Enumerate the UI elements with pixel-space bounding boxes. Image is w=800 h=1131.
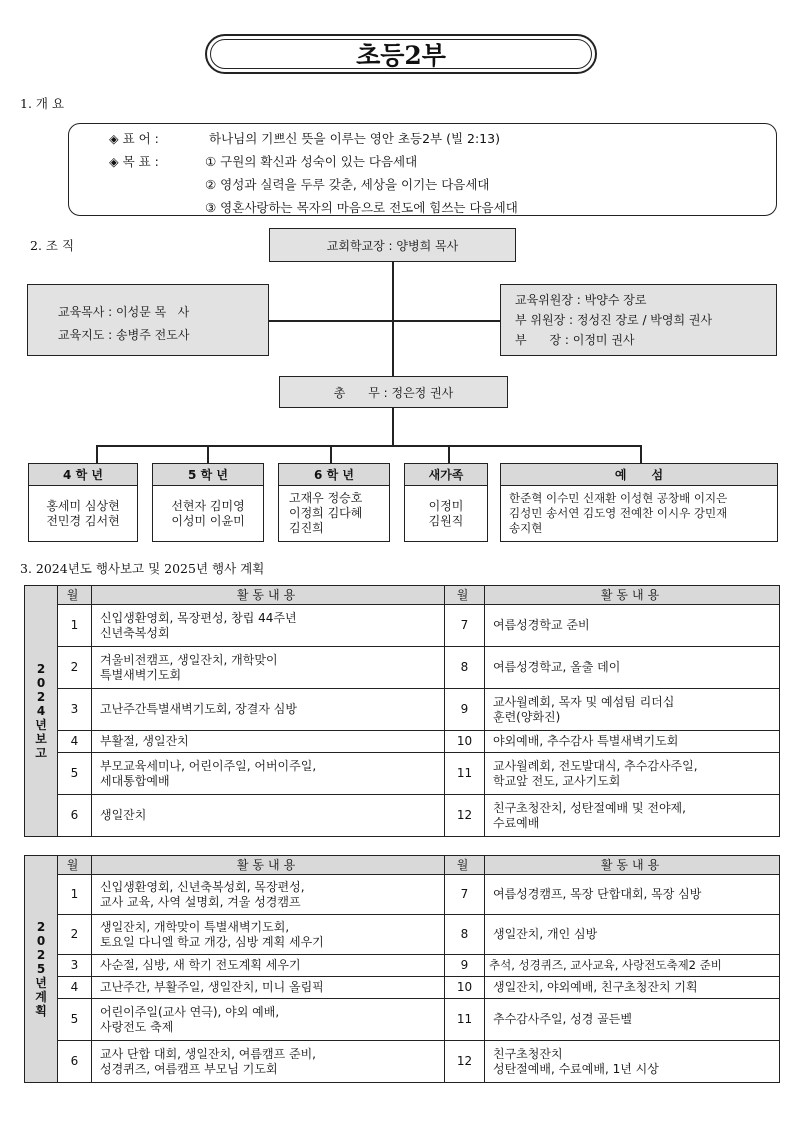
table-row bbox=[25, 605, 780, 647]
connector-line bbox=[268, 320, 500, 322]
report-2024-side-label: 2024년보고 bbox=[25, 586, 58, 837]
table-row bbox=[25, 795, 780, 837]
org-left-line: 교육지도 : 송병주 전도사 bbox=[58, 328, 190, 342]
activity-cell: 고난주간특별새벽기도회, 장결자 심방 bbox=[92, 689, 445, 731]
month-cell: 3 bbox=[58, 955, 92, 977]
overview-box bbox=[68, 123, 777, 216]
title-inner-border bbox=[210, 39, 592, 69]
goal-label: ◈ 목 표 : bbox=[109, 154, 159, 169]
activity-cell: 생일잔치, 개인 심방 bbox=[485, 915, 780, 955]
connector-line bbox=[207, 445, 209, 463]
team-box-yeseom bbox=[500, 463, 778, 542]
table-row bbox=[25, 999, 780, 1041]
team-members: 홍세미 심상현 전민경 김서현 bbox=[46, 498, 120, 528]
activity-cell: 신입생환영회, 목장편성, 창립 44주년 신년축복성회 bbox=[92, 605, 445, 647]
connector-line bbox=[330, 445, 332, 463]
activity-cell: 교사월례회, 목자 및 예섬팀 리더십 훈련(양화진) bbox=[485, 689, 780, 731]
org-right-line: 부 장 : 이정미 권사 bbox=[515, 333, 635, 347]
activity-header: 활동내용 bbox=[485, 856, 780, 875]
motto-label: ◈ 표 어 : bbox=[109, 131, 159, 146]
team-box-newfamily bbox=[404, 463, 488, 542]
month-header: 월 bbox=[58, 856, 92, 875]
month-cell: 4 bbox=[58, 977, 92, 999]
org-head: 교회학교장 : 양병희 목사 bbox=[326, 238, 459, 253]
activity-cell: 어린이주일(교사 연극), 야외 예배, 사랑전도 축제 bbox=[92, 999, 445, 1041]
activity-cell: 사순절, 심방, 새 학기 전도계획 세우기 bbox=[92, 955, 445, 977]
goal-item: ③ 영혼사랑하는 목자의 마음으로 전도에 힘쓰는 다음세대 bbox=[205, 200, 518, 215]
org-right-line: 부 위원장 : 정성진 장로 / 박영희 권사 bbox=[515, 313, 713, 327]
page-title: 초등2부 bbox=[356, 41, 446, 70]
activity-cell: 친구초청잔치, 성탄절예배 및 전야제, 수료예배 bbox=[485, 795, 780, 837]
report-2024-table bbox=[24, 585, 780, 837]
table-row bbox=[25, 1041, 780, 1083]
month-cell: 11 bbox=[445, 999, 485, 1041]
month-cell: 6 bbox=[58, 1041, 92, 1083]
month-cell: 9 bbox=[445, 689, 485, 731]
connector-line bbox=[448, 445, 450, 463]
activity-header: 활동내용 bbox=[92, 856, 445, 875]
month-cell: 3 bbox=[58, 689, 92, 731]
connector-line bbox=[96, 445, 640, 447]
month-cell: 5 bbox=[58, 753, 92, 795]
team-members: 한준혁 이수민 신재환 이성현 공창배 이지은 김성민 송서연 김도영 전예찬 이시우 강민재 송지현 bbox=[509, 491, 728, 535]
team-members: 이정미 김원직 bbox=[428, 498, 464, 528]
page-title-box bbox=[205, 34, 597, 74]
month-cell: 12 bbox=[445, 795, 485, 837]
table-row bbox=[25, 731, 780, 753]
activity-cell: 추수감사주일, 성경 골든벨 bbox=[485, 999, 780, 1041]
connector-line bbox=[640, 445, 642, 463]
activity-cell: 추석, 성경퀴즈, 교사교육, 사랑전도축제2 준비 bbox=[485, 955, 780, 977]
table-row bbox=[25, 647, 780, 689]
section-overview-heading: 1. 개 요 bbox=[20, 96, 65, 111]
team-name: 6 학 년 bbox=[279, 464, 389, 486]
secretary-box bbox=[279, 376, 508, 408]
activity-cell: 여름성경학교, 올출 데이 bbox=[485, 647, 780, 689]
month-cell: 1 bbox=[58, 605, 92, 647]
team-box-grade4 bbox=[28, 463, 138, 542]
table-row bbox=[25, 915, 780, 955]
motto-text: 하나님의 기쁘신 뜻을 이루는 영안 초등2부 (빌 2:13) bbox=[209, 131, 500, 146]
team-name: 예 섬 bbox=[501, 464, 777, 486]
activity-cell: 겨울비전캠프, 생일잔치, 개학맞이 특별새벽기도회 bbox=[92, 647, 445, 689]
team-box-grade5 bbox=[152, 463, 264, 542]
table-row bbox=[25, 955, 780, 977]
month-header: 월 bbox=[58, 586, 92, 605]
month-cell: 2 bbox=[58, 647, 92, 689]
activity-cell: 교사월례회, 전도발대식, 추수감사주일, 학교앞 전도, 교사기도회 bbox=[485, 753, 780, 795]
section-plan-heading: 3. 2024년도 행사보고 및 2025년 행사 계획 bbox=[20, 561, 265, 576]
month-header: 월 bbox=[445, 586, 485, 605]
org-left-box bbox=[27, 284, 269, 356]
month-cell: 8 bbox=[445, 915, 485, 955]
team-name: 5 학 년 bbox=[153, 464, 263, 486]
team-members: 선현자 김미영 이성미 이윤미 bbox=[171, 498, 245, 528]
month-cell: 8 bbox=[445, 647, 485, 689]
team-name: 새가족 bbox=[405, 464, 487, 486]
activity-cell: 여름성경캠프, 목장 단합대회, 목장 심방 bbox=[485, 875, 780, 915]
activity-cell: 신입생환영회, 신년축복성회, 목장편성, 교사 교육, 사역 설명회, 겨울 성경캠프 bbox=[92, 875, 445, 915]
goal-item: ① 구원의 확신과 성숙이 있는 다음세대 bbox=[205, 154, 418, 169]
activity-header: 활동내용 bbox=[485, 586, 780, 605]
month-header: 월 bbox=[445, 856, 485, 875]
activity-cell: 야외예배, 추수감사 특별새벽기도회 bbox=[485, 731, 780, 753]
month-cell: 6 bbox=[58, 795, 92, 837]
month-cell: 12 bbox=[445, 1041, 485, 1083]
month-cell: 7 bbox=[445, 875, 485, 915]
month-cell: 10 bbox=[445, 731, 485, 753]
month-cell: 2 bbox=[58, 915, 92, 955]
team-members: 고재우 정승호 이정희 김다혜 김진희 bbox=[289, 491, 363, 535]
table-row bbox=[25, 977, 780, 999]
activity-cell: 교사 단합 대회, 생일잔치, 여름캠프 준비, 성경퀴즈, 여름캠프 부모님 기도회 bbox=[92, 1041, 445, 1083]
month-cell: 9 bbox=[445, 955, 485, 977]
month-cell: 7 bbox=[445, 605, 485, 647]
activity-cell: 생일잔치, 개학맞이 특별새벽기도회, 토요일 다니엘 학교 개강, 심방 계획 세우기 bbox=[92, 915, 445, 955]
org-right-line: 교육위원장 : 박양수 장로 bbox=[515, 293, 647, 307]
secretary: 총 무 : 정은정 권사 bbox=[333, 385, 454, 400]
connector-line bbox=[96, 445, 98, 463]
plan-2025-side-label: 2025년계획 bbox=[25, 856, 58, 1083]
activity-cell: 친구초청잔치 성탄절예배, 수료예배, 1년 시상 bbox=[485, 1041, 780, 1083]
plan-2025-table bbox=[24, 855, 780, 1083]
connector-line bbox=[392, 408, 394, 446]
activity-cell: 부모교육세미나, 어린이주일, 어버이주일, 세대통합예배 bbox=[92, 753, 445, 795]
team-name: 4 학 년 bbox=[29, 464, 137, 486]
month-cell: 11 bbox=[445, 753, 485, 795]
table-row bbox=[25, 753, 780, 795]
month-cell: 5 bbox=[58, 999, 92, 1041]
org-head-box bbox=[269, 228, 516, 262]
org-left-line: 교육목사 : 이성문 목 사 bbox=[58, 305, 190, 319]
table-row bbox=[25, 875, 780, 915]
activity-cell: 생일잔치, 야외예배, 친구초청잔치 기획 bbox=[485, 977, 780, 999]
activity-header: 활동내용 bbox=[92, 586, 445, 605]
section-org-heading: 2. 조 직 bbox=[30, 238, 75, 253]
month-cell: 4 bbox=[58, 731, 92, 753]
org-right-box bbox=[500, 284, 777, 356]
goal-item: ② 영성과 실력을 두루 갖춘, 세상을 이기는 다음세대 bbox=[205, 177, 490, 192]
month-cell: 10 bbox=[445, 977, 485, 999]
activity-cell: 고난주간, 부활주일, 생일잔치, 미니 올림픽 bbox=[92, 977, 445, 999]
activity-cell: 부활절, 생일잔치 bbox=[92, 731, 445, 753]
month-cell: 1 bbox=[58, 875, 92, 915]
activity-cell: 여름성경학교 준비 bbox=[485, 605, 780, 647]
activity-cell: 생일잔치 bbox=[92, 795, 445, 837]
table-row bbox=[25, 689, 780, 731]
team-box-grade6 bbox=[278, 463, 390, 542]
